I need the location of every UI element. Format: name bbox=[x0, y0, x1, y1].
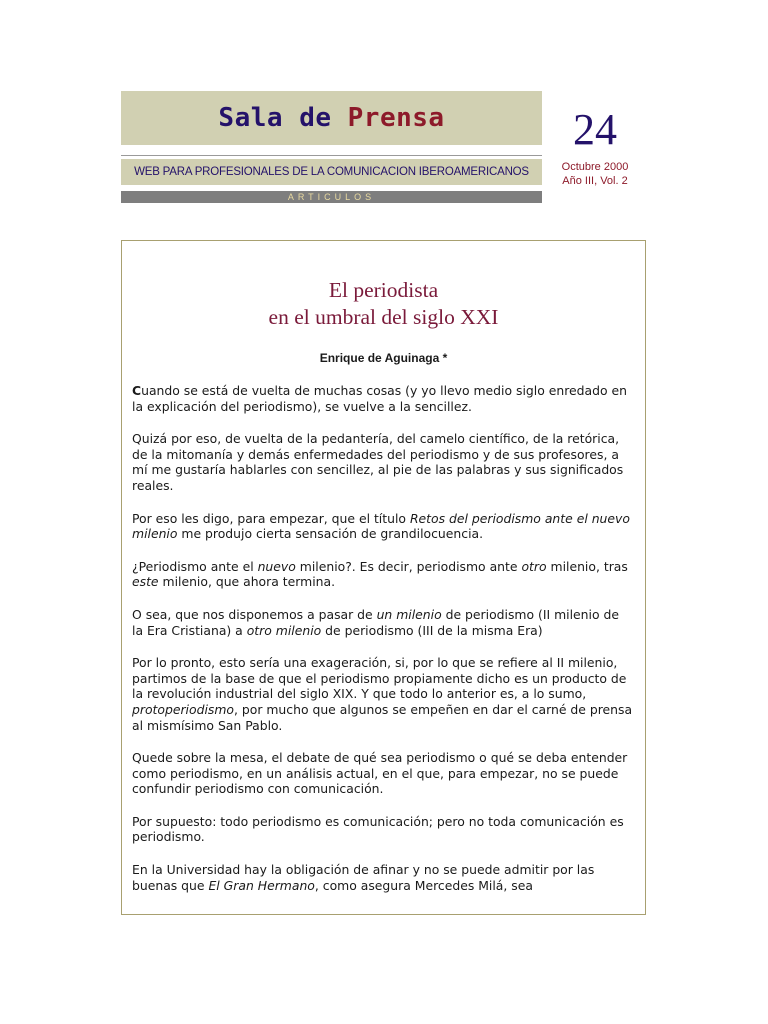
article-author: Enrique de Aguinaga * bbox=[319, 351, 448, 365]
article-container bbox=[121, 240, 646, 915]
header-divider bbox=[121, 155, 542, 156]
drop-cap: C bbox=[132, 383, 142, 398]
paragraph: En la Universidad hay la obligación de afinar y no se puede admitir por las buenas que El Gran Hermano, como asegura Mercedes Milá, sea bbox=[132, 862, 595, 893]
paragraph: Por eso les digo, para empezar, que el título Retos del periodismo ante el nuevo milenio me produjo cierta sensación de grandilocuencia. bbox=[132, 510, 630, 542]
paragraph: Por supuesto: todo periodismo es comunicación; pero no toda comunicación es periodismo. bbox=[132, 813, 624, 845]
site-title[interactable]: Sala de Prensa bbox=[218, 103, 445, 133]
article-title: El periodista en el umbral del siglo XXI bbox=[268, 278, 499, 329]
paragraph: Quizá por eso, de vuelta de la pedantería, del camelo científico, de la retórica, de la mitomanía y demás enfermedades del periodismo y de sus profesores, a mí me gustaría hablarles con sencillez, al pie de las palabras y sus significados reales. bbox=[132, 431, 624, 493]
site-tagline: WEB PARA PROFESIONALES DE LA COMUNICACION IBEROAMERICANOS bbox=[121, 159, 542, 185]
issue-date bbox=[556, 160, 634, 188]
paragraph: Quede sobre la mesa, el debate de qué sea periodismo o qué se deba entender como periodismo, en un análisis actual, en el que, para empezar, no se puede confundir periodismo con comunicación. bbox=[132, 750, 628, 797]
paragraph: Cuando se está de vuelta de muchas cosas (y yo llevo medio siglo enredado en la explicación del periodismo), se vuelve a la sencillez. bbox=[132, 383, 627, 414]
article-body bbox=[122, 383, 645, 893]
masthead bbox=[121, 91, 542, 145]
section-label: ARTICULOS bbox=[121, 191, 542, 203]
issue-number: 24 bbox=[573, 105, 617, 154]
paragraph: Por lo pronto, esto sería una exageración, si, por lo que se refiere al II milenio, partimos de la base de que el periodismo propiamente dicho es un producto de la revolución industrial del siglo XIX. Y que todo lo anterior es, a lo sumo, protoperiodismo, por mucho que algunos se empeñen en dar el carné de prensa al mismísimo San Pablo. bbox=[132, 655, 633, 733]
issue-volume: Año III, Vol. 2 bbox=[562, 175, 628, 187]
paragraph: ¿Periodismo ante el nuevo milenio?. Es decir, periodismo ante otro milenio, tras este milenio, que ahora termina. bbox=[132, 558, 628, 590]
paragraph: O sea, que nos disponemos a pasar de un milenio de periodismo (II milenio de la Era Cristiana) a otro milenio de periodismo (III de la misma Era) bbox=[132, 606, 619, 638]
issue-month: Octubre 2000 bbox=[561, 161, 629, 173]
